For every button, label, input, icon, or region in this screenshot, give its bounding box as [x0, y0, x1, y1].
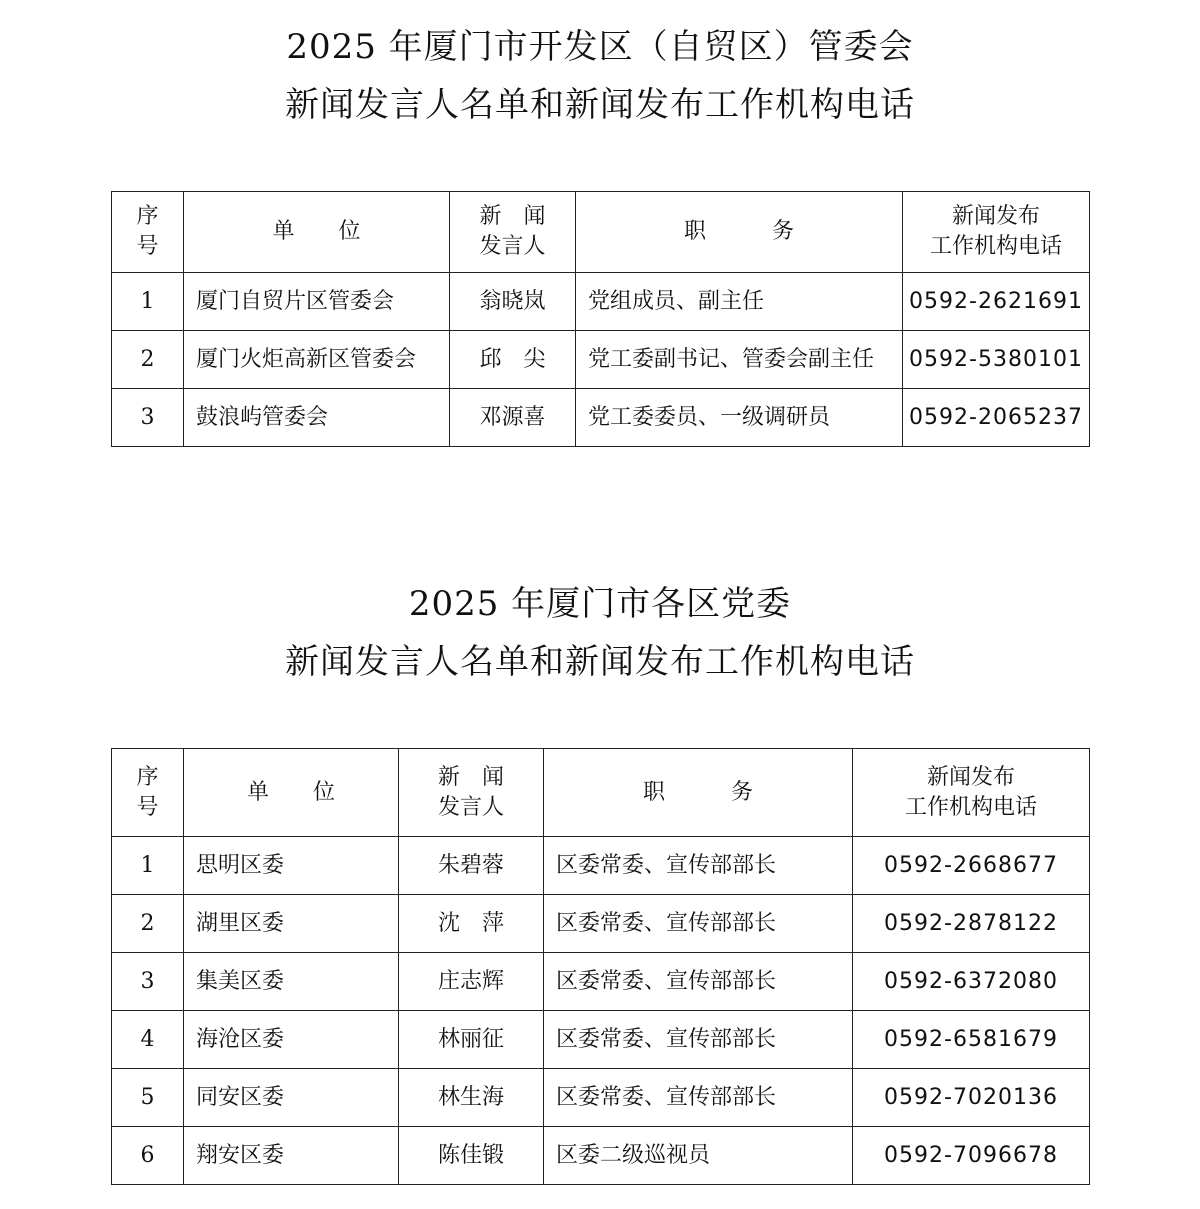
cell-phone: 0592-5380101 [903, 331, 1090, 389]
cell-unit: 湖里区委 [184, 895, 399, 953]
cell-seq: 5 [112, 1069, 184, 1127]
cell-position: 党工委副书记、管委会副主任 [576, 331, 903, 389]
cell-phone: 0592-2668677 [853, 837, 1090, 895]
cell-position: 区委常委、宣传部部长 [544, 1011, 853, 1069]
header-unit: 单 位 [184, 749, 399, 837]
cell-seq: 3 [112, 389, 184, 447]
table-header-row [112, 749, 1090, 837]
cell-position: 区委二级巡视员 [544, 1127, 853, 1185]
section1-title-line2: 新闻发言人名单和新闻发布工作机构电话 [285, 85, 915, 125]
cell-phone: 0592-7096678 [853, 1127, 1090, 1185]
header-spokesperson: 新 闻 发言人 [450, 192, 576, 273]
cell-name: 陈佳锻 [399, 1127, 544, 1185]
cell-name: 朱碧蓉 [399, 837, 544, 895]
cell-unit: 厦门自贸片区管委会 [184, 273, 450, 331]
cell-name: 林丽征 [399, 1011, 544, 1069]
cell-unit: 翔安区委 [184, 1127, 399, 1185]
cell-unit: 鼓浪屿管委会 [184, 389, 450, 447]
table-row [112, 1011, 1090, 1069]
header-phone: 新闻发布 工作机构电话 [853, 749, 1090, 837]
section2-title-line2: 新闻发言人名单和新闻发布工作机构电话 [285, 642, 915, 682]
cell-name: 邓源喜 [450, 389, 576, 447]
header-unit: 单 位 [184, 192, 450, 273]
cell-phone: 0592-6372080 [853, 953, 1090, 1011]
cell-name: 庄志辉 [399, 953, 544, 1011]
cell-position: 党组成员、副主任 [576, 273, 903, 331]
cell-position: 区委常委、宣传部部长 [544, 953, 853, 1011]
cell-name: 林生海 [399, 1069, 544, 1127]
cell-unit: 厦门火炬高新区管委会 [184, 331, 450, 389]
cell-position: 区委常委、宣传部部长 [544, 837, 853, 895]
cell-seq: 2 [112, 895, 184, 953]
cell-seq: 6 [112, 1127, 184, 1185]
cell-name: 翁晓岚 [450, 273, 576, 331]
cell-phone: 0592-6581679 [853, 1011, 1090, 1069]
table-row [112, 273, 1090, 331]
cell-seq: 3 [112, 953, 184, 1011]
header-seq: 序 号 [112, 192, 184, 273]
cell-name: 沈 萍 [399, 895, 544, 953]
section1-title-line1: 2025 年厦门市开发区（自贸区）管委会 [286, 27, 914, 67]
table-row [112, 895, 1090, 953]
header-phone: 新闻发布 工作机构电话 [903, 192, 1090, 273]
cell-phone: 0592-2621691 [903, 273, 1090, 331]
table-row [112, 1127, 1090, 1185]
cell-seq: 4 [112, 1011, 184, 1069]
table-row [112, 953, 1090, 1011]
header-position: 职 务 [576, 192, 903, 273]
header-seq: 序 号 [112, 749, 184, 837]
cell-unit: 同安区委 [184, 1069, 399, 1127]
cell-phone: 0592-2065237 [903, 389, 1090, 447]
cell-seq: 2 [112, 331, 184, 389]
table-row [112, 837, 1090, 895]
cell-phone: 0592-2878122 [853, 895, 1090, 953]
section2-table [111, 748, 1090, 1185]
header-spokesperson: 新 闻 发言人 [399, 749, 544, 837]
cell-position: 党工委委员、一级调研员 [576, 389, 903, 447]
cell-seq: 1 [112, 837, 184, 895]
table-header-row [112, 192, 1090, 273]
cell-unit: 海沧区委 [184, 1011, 399, 1069]
section1-table [111, 191, 1090, 447]
cell-position: 区委常委、宣传部部长 [544, 1069, 853, 1127]
cell-position: 区委常委、宣传部部长 [544, 895, 853, 953]
header-position: 职 务 [544, 749, 853, 837]
table-row [112, 389, 1090, 447]
cell-name: 邱 尖 [450, 331, 576, 389]
table-row [112, 331, 1090, 389]
cell-unit: 思明区委 [184, 837, 399, 895]
table-row [112, 1069, 1090, 1127]
cell-seq: 1 [112, 273, 184, 331]
section2-title-line1: 2025 年厦门市各区党委 [408, 584, 792, 624]
cell-unit: 集美区委 [184, 953, 399, 1011]
cell-phone: 0592-7020136 [853, 1069, 1090, 1127]
